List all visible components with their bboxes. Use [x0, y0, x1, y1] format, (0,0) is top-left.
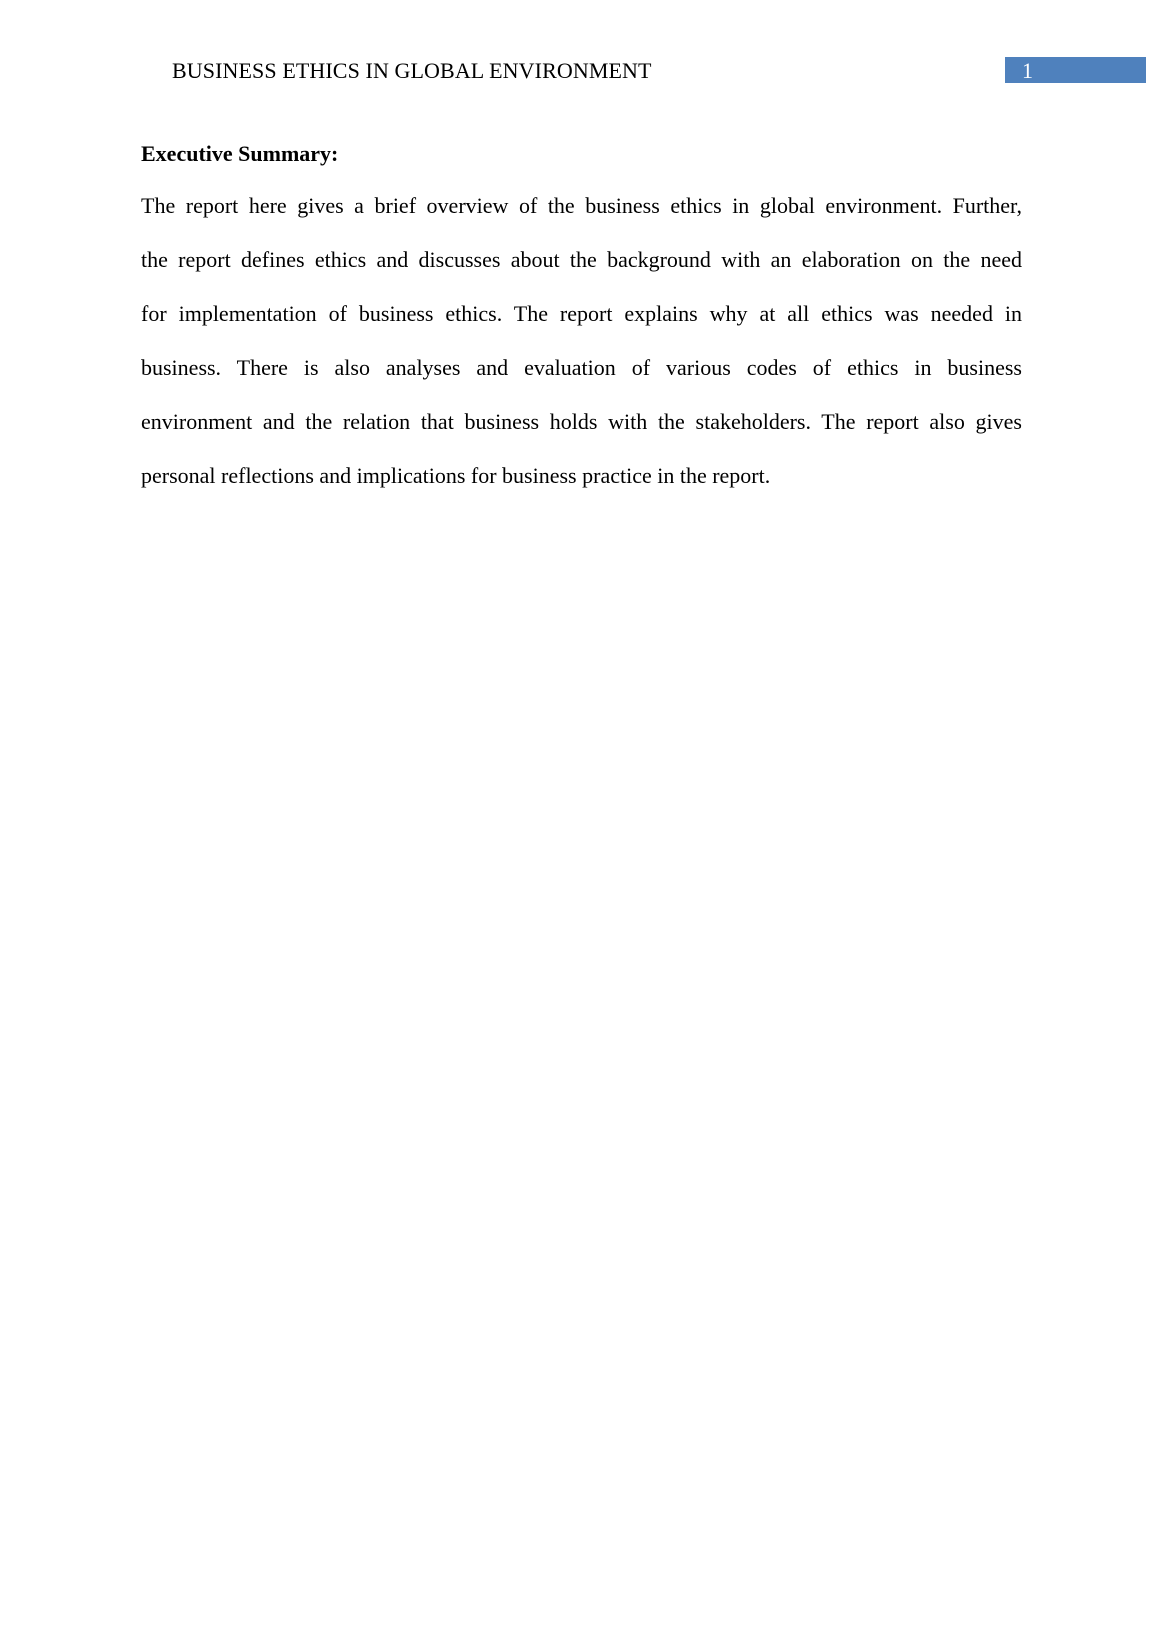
page-number: 1: [1022, 58, 1033, 83]
summary-paragraph: [141, 190, 1022, 514]
paragraph-line: the report defines ethics and discusses about the background with an elaboration on the need: [141, 247, 1022, 272]
running-header-title: BUSINESS ETHICS IN GLOBAL ENVIRONMENT: [172, 58, 652, 83]
paragraph-line: personal reflections and implications for business practice in the report.: [141, 463, 771, 488]
page-number-badge: [1005, 57, 1146, 83]
paragraph-line: environment and the relation that business holds with the stakeholders. The report also gives: [141, 409, 1022, 434]
paragraph-line: for implementation of business ethics. The report explains why at all ethics was needed in: [141, 301, 1022, 326]
paragraph-line: business. There is also analyses and evaluation of various codes of ethics in business: [141, 355, 1022, 380]
paragraph-line: The report here gives a brief overview of the business ethics in global environment. Further,: [141, 193, 1022, 218]
section-heading: Executive Summary:: [141, 141, 339, 166]
